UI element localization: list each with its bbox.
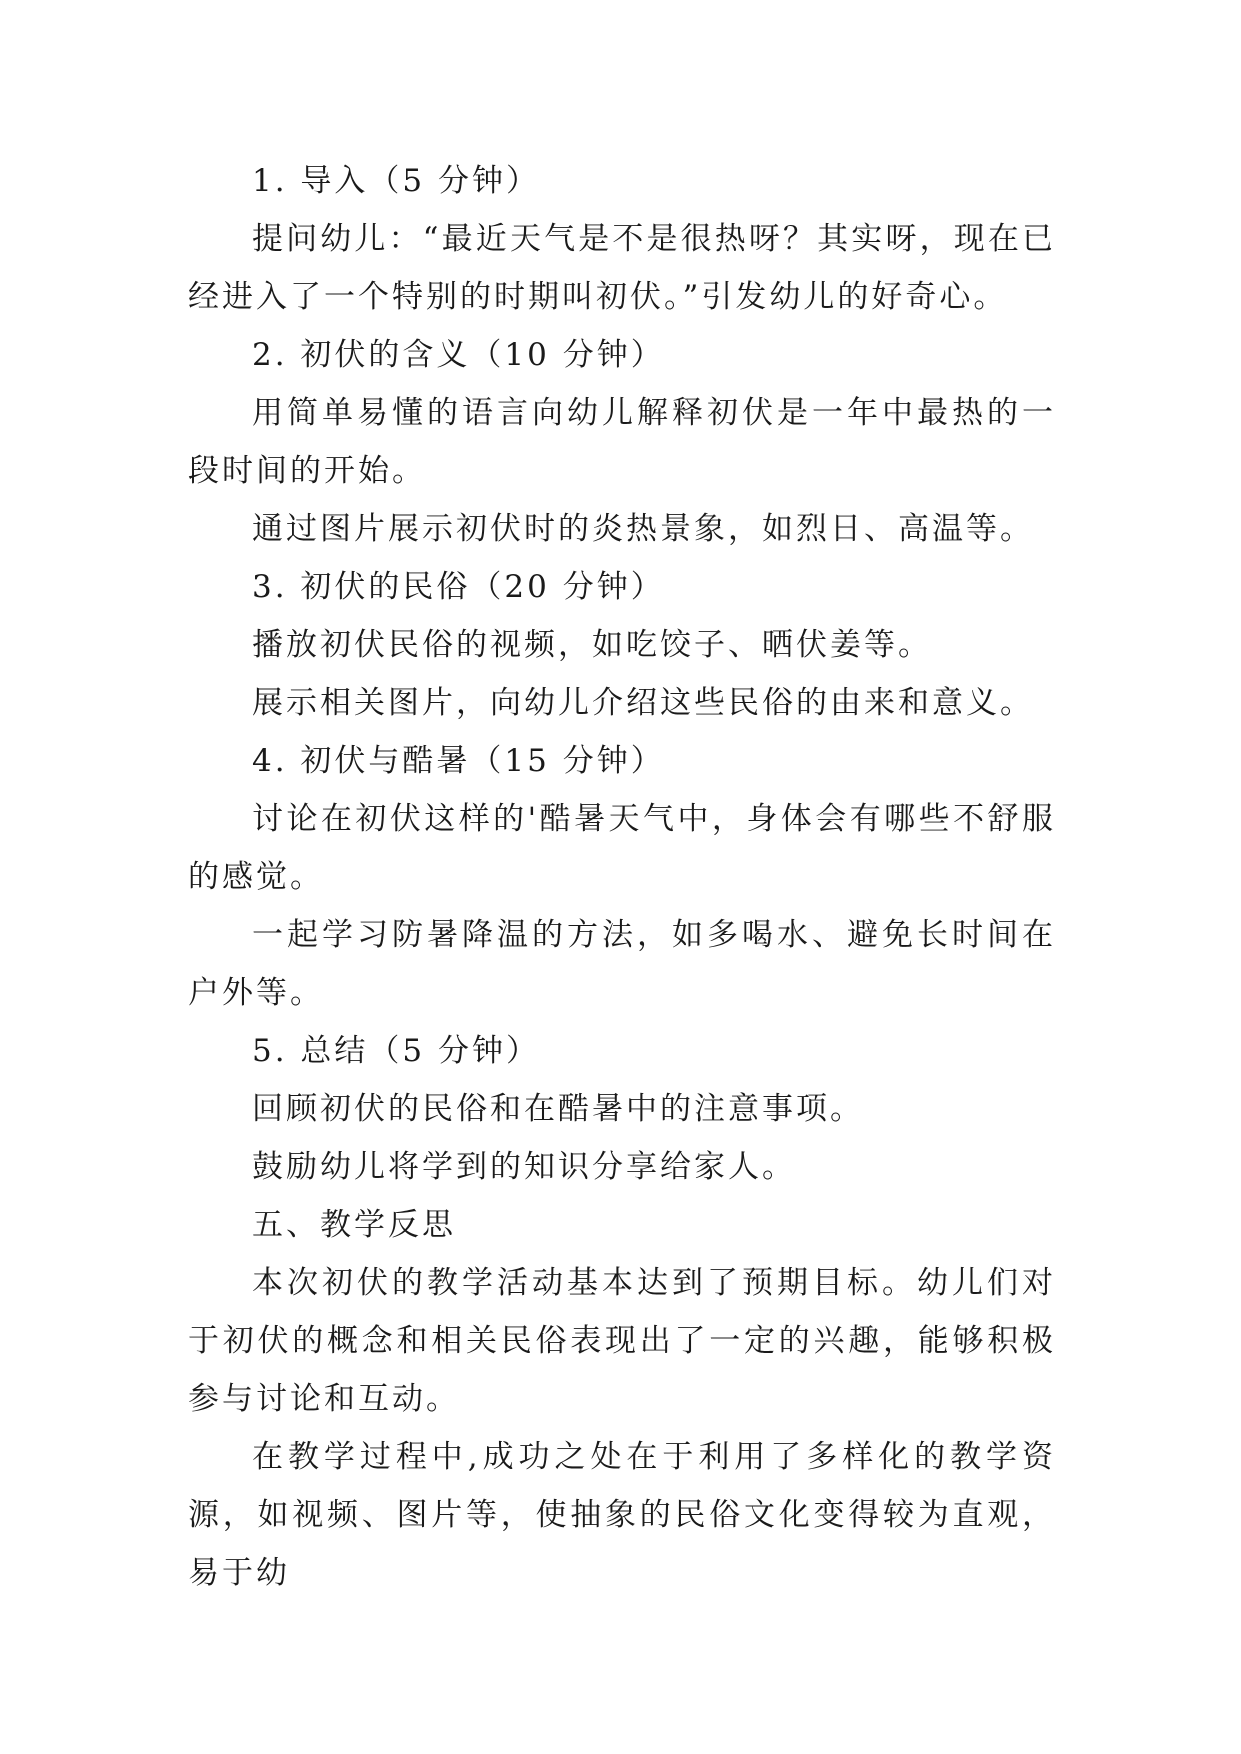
section-heading-meaning: 2. 初伏的含义（10 分钟） [252, 337, 665, 373]
paragraph: 鼓励幼儿将学到的知识分享给家人。 [252, 1149, 796, 1185]
paragraph: 本次初伏的教学活动基本达到了预期目标。幼儿们对于初伏的概念和相关民俗表现出了一定的兴趣，能够积极参与讨论和互动。 [188, 1265, 1056, 1417]
section-heading-intro: 1. 导入（5 分钟） [252, 163, 541, 199]
document-body [188, 152, 1056, 1602]
section-heading-summary: 5. 总结（5 分钟） [252, 1033, 541, 1069]
paragraph: 通过图片展示初伏时的炎热景象，如烈日、高温等。 [252, 511, 1034, 547]
paragraph: 回顾初伏的民俗和在酷暑中的注意事项。 [252, 1091, 864, 1127]
section-heading-reflection: 五、教学反思 [252, 1207, 456, 1243]
section-heading-customs: 3. 初伏的民俗（20 分钟） [252, 569, 665, 605]
paragraph: 展示相关图片，向幼儿介绍这些民俗的由来和意义。 [252, 685, 1034, 721]
paragraph: 一起学习防暑降温的方法，如多喝水、避免长时间在户外等。 [188, 917, 1056, 1011]
paragraph: 在教学过程中,成功之处在于利用了多样化的教学资源，如视频、图片等，使抽象的民俗文化变得较为直观，易于幼 [188, 1439, 1056, 1591]
section-heading-heat: 4. 初伏与酷暑（15 分钟） [252, 743, 665, 779]
paragraph: 讨论在初伏这样的'酷暑天气中，身体会有哪些不舒服的感觉。 [188, 801, 1056, 895]
paragraph: 用简单易懂的语言向幼儿解释初伏是一年中最热的一段时间的开始。 [188, 395, 1056, 489]
paragraph: 提问幼儿：“最近天气是不是很热呀？其实呀，现在已经进入了一个特别的时期叫初伏。”引发幼儿的好奇心。 [188, 221, 1056, 315]
paragraph: 播放初伏民俗的视频，如吃饺子、晒伏姜等。 [252, 627, 932, 663]
